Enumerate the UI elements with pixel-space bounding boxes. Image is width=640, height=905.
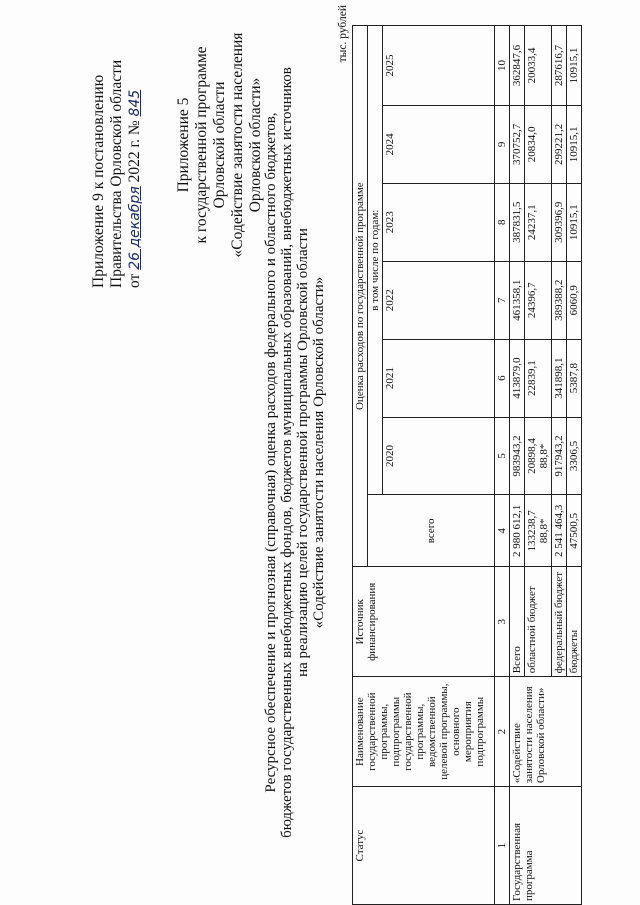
col-number: 9 [495,105,510,183]
row-value-2021: 5387,8 [567,339,582,417]
title-line-2: бюджетов государственных внебюджетных фондов, бюджетов муниципальных образований, внебюджетных источников [279,67,295,838]
col-number: 3 [495,567,510,677]
title-line-3: на реализацию целей государственной программы Орловской области [295,228,311,677]
annex-line-2: Орловской области [211,81,228,209]
header-source: Источник финансирования [353,567,495,677]
row-total-note: 88,8* [538,518,550,544]
header-year: 2023 [383,183,495,261]
row-total: 2 980 612,1 [510,495,525,567]
annex-title: Приложение 5 [175,97,192,193]
row-value-2020: 20898,4 [526,438,538,474]
title-line-1: Ресурсное обеспечение и прогнозная (справочная) оценка расходов федерального и областного бюджетов, [263,112,279,793]
row-value-2022: 389388,2 [552,261,567,339]
annex-line-1: к государственной программе [193,46,210,244]
row-value-2020-cell [525,417,552,495]
row-source: бюджеты [567,567,582,677]
row-value-2021: 413879,0 [510,339,525,417]
row-value-2021: 341898,1 [552,339,567,417]
row-value-2023: 24237,1 [525,183,552,261]
approval-line-1: Приложение 9 к постановлению [90,74,107,288]
header-year: 2021 [383,339,495,417]
document-title [263,0,327,905]
row-value-2023: 309396,9 [552,183,567,261]
col-number: 10 [495,26,510,106]
row-value-2025: 362847,6 [510,26,525,106]
annex-block [175,0,265,290]
header-year: 2025 [383,26,495,106]
column-number-row [495,26,510,905]
approval-block [90,0,144,288]
row-total: 133238,7 [526,510,538,552]
row-value-2023: 10915,1 [567,183,582,261]
col-number: 2 [495,677,510,787]
header-by-years: в том числе по годам: [368,26,383,495]
approval-date-prefix: от [126,273,143,288]
row-value-2025: 287616,7 [552,26,567,106]
col-number: 4 [495,495,510,567]
header-row-1 [353,26,368,905]
approval-number-handwritten: 845 [127,89,143,117]
approval-date-line [126,0,144,288]
row-value-2024: 10915,1 [567,105,582,183]
approval-date-handwritten: 26 декабря [127,186,143,270]
header-estimate: Оценка расходов по государственной программе [353,26,368,567]
col-number: 6 [495,339,510,417]
row-value-2020-note: 88,8* [538,443,550,469]
title-line-4: «Содействие занятости населения Орловской области» [311,276,327,629]
row-value-2022: 6060,9 [567,261,582,339]
approval-date-year: 2022 г. № [126,120,143,183]
row-value-2024: 370752,7 [510,105,525,183]
header-year: 2022 [383,261,495,339]
row-value-2020: 917943,2 [552,417,567,495]
header-year: 2020 [383,417,495,495]
annex-line-4: Орловской области» [247,77,264,213]
header-name: Наименование государственной программы, подпрограммы государственной программы, ведомственной целевой программы, основного мероприятия подпрограммы [353,677,495,787]
row-status: Государственная программа [510,787,582,905]
row-total-cell [525,495,552,567]
row-value-2024: 299221,2 [552,105,567,183]
row-value-2021: 22839,1 [525,339,552,417]
col-number: 1 [495,787,510,905]
header-status: Статус [353,787,495,905]
row-value-2020: 983943,2 [510,417,525,495]
row-value-2024: 20834,0 [525,105,552,183]
row-value-2022: 461358,1 [510,261,525,339]
col-number: 5 [495,417,510,495]
row-source: областной бюджет [525,567,552,677]
row-value-2023: 387831,5 [510,183,525,261]
row-value-2025: 20033,4 [525,26,552,106]
row-value-2025: 10915,1 [567,26,582,106]
header-year: 2024 [383,105,495,183]
row-value-2022: 24396,7 [525,261,552,339]
row-source: Всего [510,567,525,677]
row-total: 2 541 464,3 [552,495,567,567]
col-number: 8 [495,183,510,261]
approval-line-2: Правительства Орловской области [108,59,125,288]
budget-table [352,25,582,905]
row-source: федеральный бюджет [552,567,567,677]
col-number: 7 [495,261,510,339]
annex-line-3: «Содействие занятости населения [229,32,246,258]
row-total: 47500,5 [567,495,582,567]
row-value-2020: 3306,5 [567,417,582,495]
units-label: тыс. рублей [337,5,349,63]
table-row [510,26,525,905]
header-total: всего [368,495,495,567]
row-program-name: «Содействие занятости населения Орловской области» [510,677,582,787]
